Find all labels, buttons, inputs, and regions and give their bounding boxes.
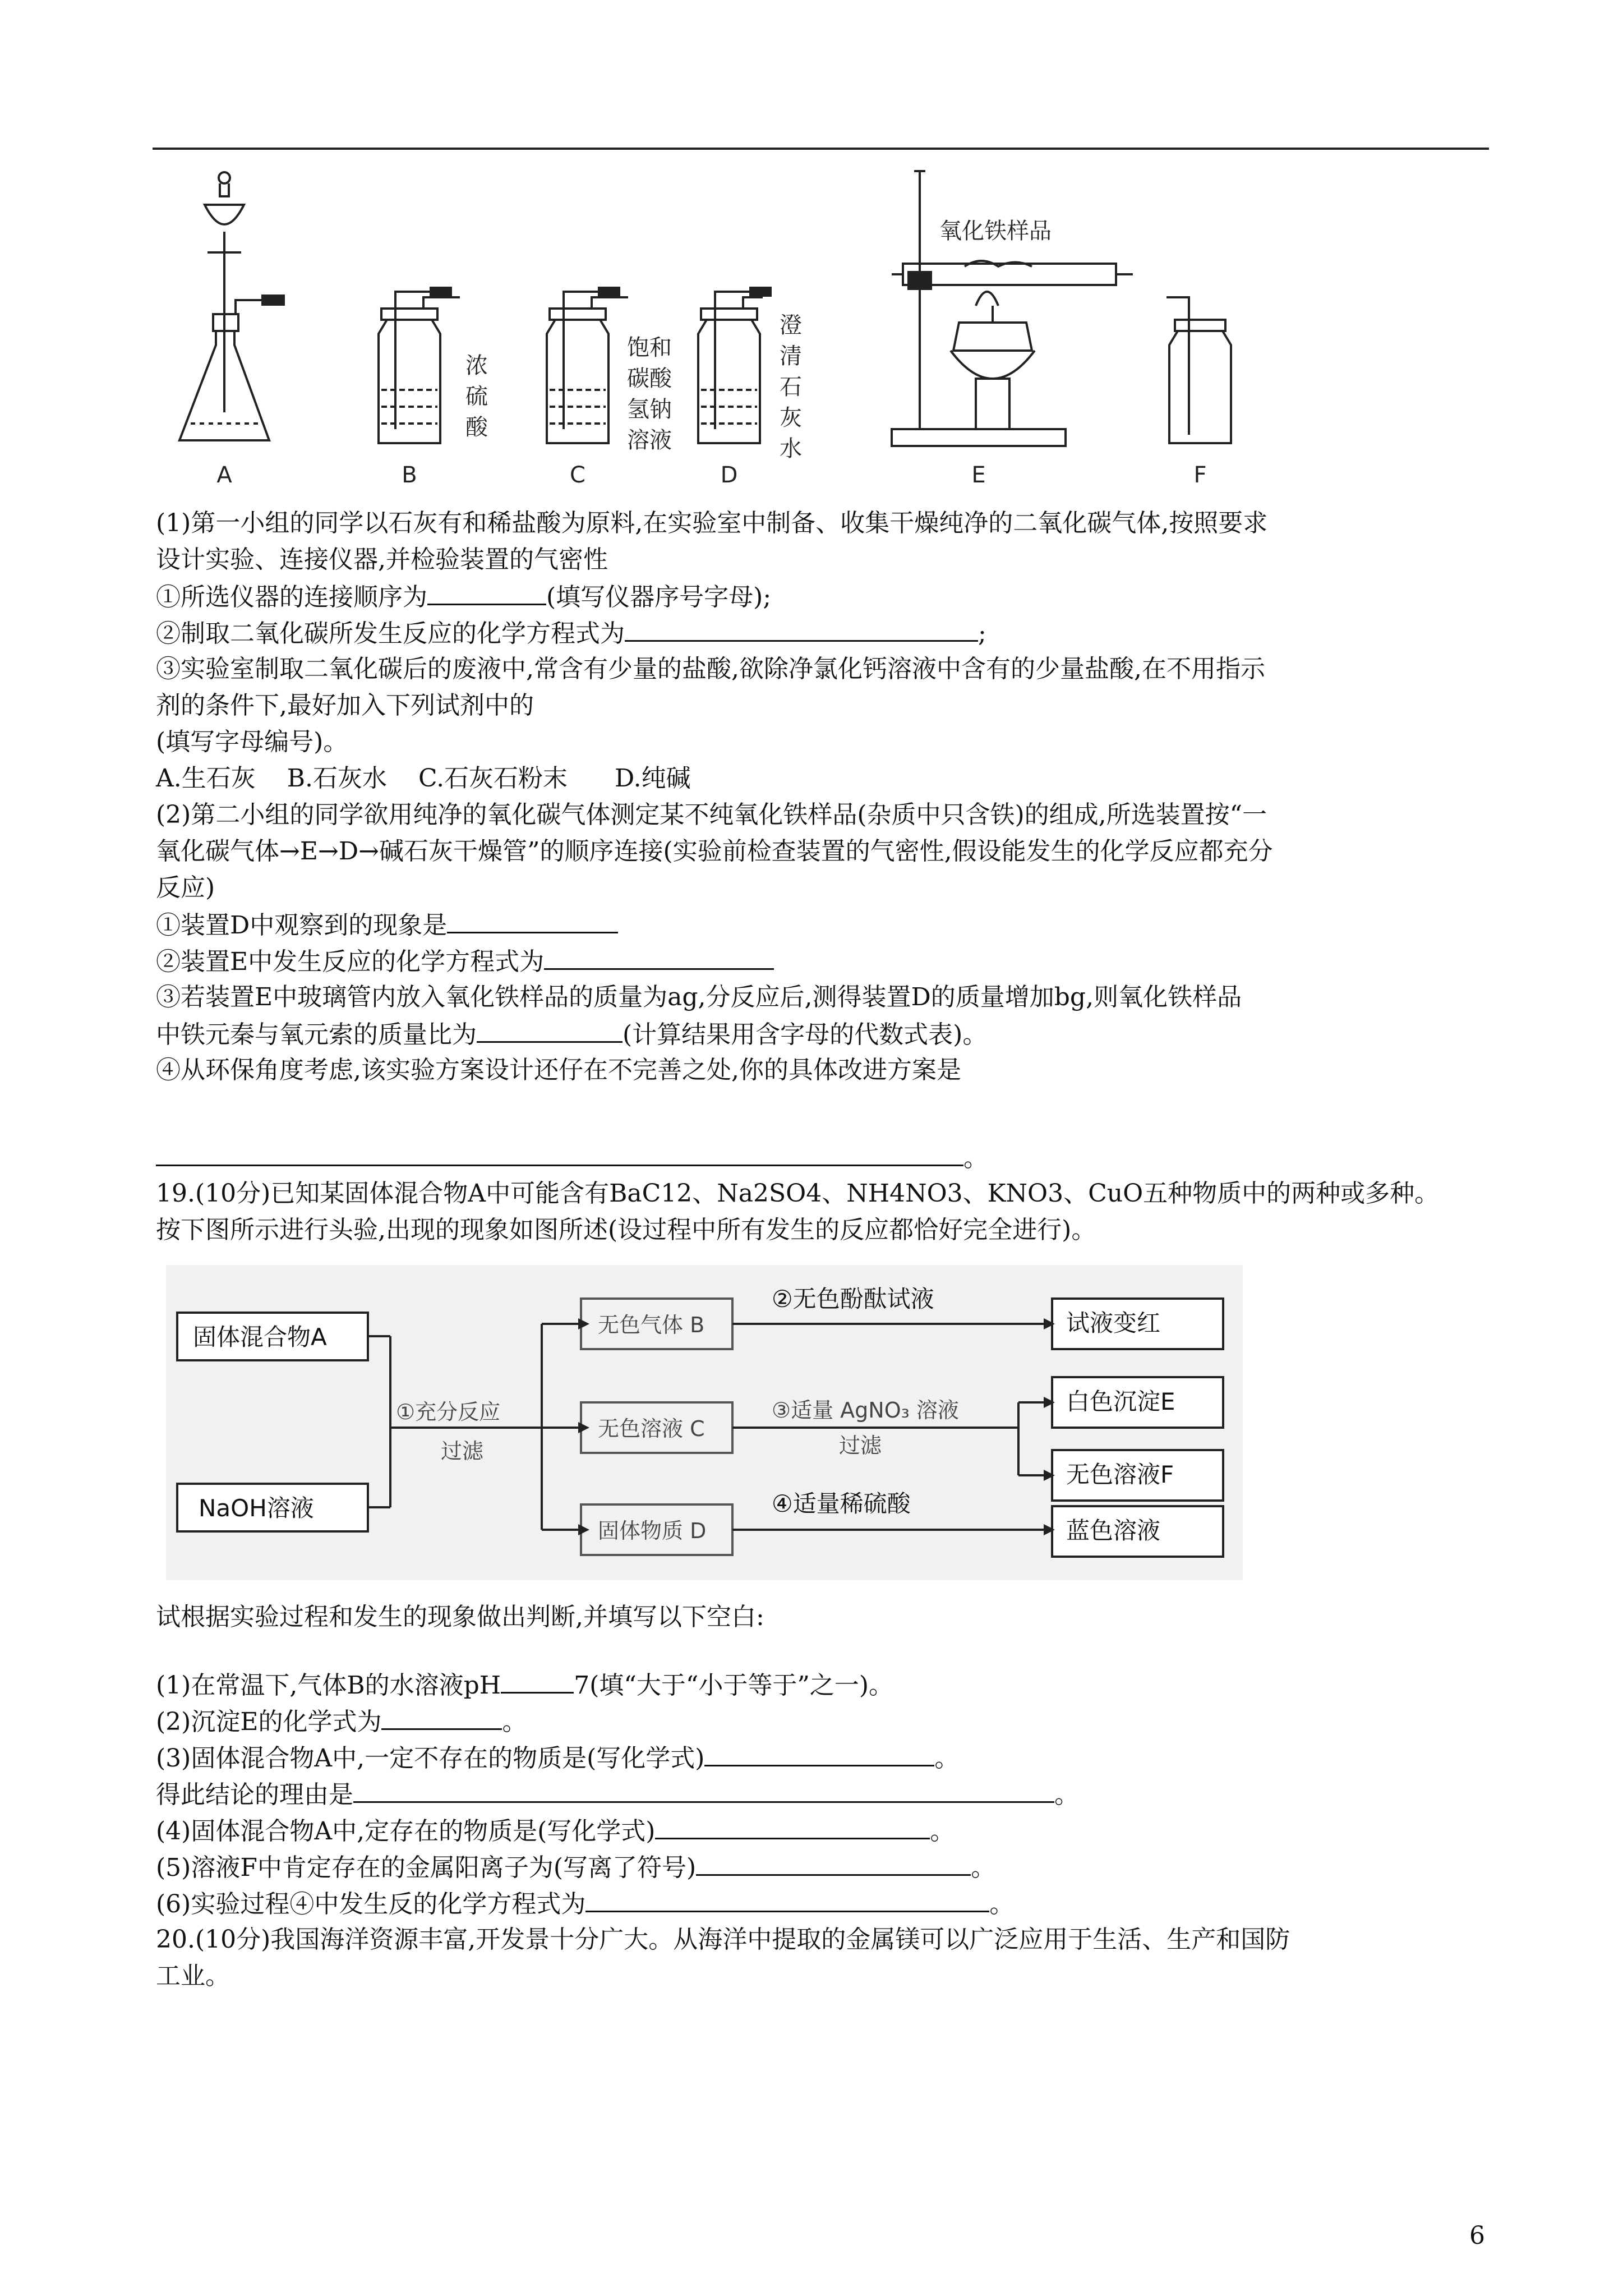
answer-blank[interactable] [655, 1812, 930, 1839]
q18-p1-3: ③实验室制取二氧化碳后的废液中,常含有少量的盐酸,欲除净氯化钙溶液中含有的少量盐酸,在不用指示 [156, 655, 1265, 683]
label-e: E [971, 462, 986, 488]
flow-step4: ④适量稀硫酸 [772, 1490, 911, 1517]
q18-p1-3b: 剂的条件下,最好加入下列试剂中的 [156, 691, 534, 720]
q18-p2-3c: (计算结果用含字母的代数式表)。 [623, 1020, 988, 1049]
apparatus-c [547, 288, 628, 443]
reagent-d-4: 灰 [780, 405, 802, 431]
reagent-d-2: 清 [780, 343, 802, 369]
q19-s4 [156, 1812, 955, 1849]
q18-p1: (1)第一小组的同学以石灰有和稀盐酸为原料,在实验室中制备、收集干燥纯净的二氧化碳气体,按照要求 [156, 509, 1268, 537]
q19-s5-end: 。 [971, 1853, 996, 1882]
apparatus-b [379, 288, 460, 443]
q18-p2-3b-text: 中铁元秦与氧元索的质量比为 [156, 1020, 477, 1049]
q19-s5-text: (5)溶液F中肯定存在的金属阳离子为(写离了符号) [156, 1853, 697, 1882]
reagent-c-1: 饱和 [627, 335, 672, 361]
q20-l1: 20.(10分)我国海洋资源丰富,开发景十分广大。从海洋中提取的金属镁可以广泛应用于生活、生产和国防 [156, 1925, 1290, 1954]
reagent-c-2: 碳酸 [627, 366, 672, 392]
flow-step3-a: ③适量 AgNO₃ 溶液 [772, 1398, 959, 1423]
q18-p2-3: ③若装置E中玻璃管内放入氧化铁样品的质量为ag,分反应后,测得装置D的质量增加bg,则氧化铁样品 [156, 983, 1242, 1011]
reagent-d-1: 澄 [780, 312, 802, 338]
flow-naoh: NaOH溶液 [199, 1494, 314, 1522]
q18-p1-1 [156, 578, 771, 615]
q19-s3b-end: 。 [1054, 1780, 1079, 1809]
q18-p1b: 设计实验、连接仪器,并检验装置的气密性 [156, 545, 608, 574]
answer-blank[interactable] [477, 1015, 623, 1043]
answer-blank[interactable] [625, 614, 978, 642]
q18-p1-2-end: ; [978, 619, 986, 648]
label-a: A [216, 462, 232, 488]
reagent-d-5: 水 [780, 436, 802, 462]
q19-s3b-text: 得此结论的理由是 [156, 1780, 353, 1809]
flow-res-blue: 蓝色溶液 [1066, 1517, 1161, 1544]
q18-p2-1 [156, 906, 618, 944]
q18-p1-1-text: ①所选仪器的连接顺序为 [156, 583, 427, 611]
reagent-c-3: 氢钠 [627, 397, 672, 422]
q19-s5 [156, 1848, 995, 1886]
flow-solid-a: 固体混合物A [193, 1323, 327, 1351]
q19-stem1: 19.(10分)已知某固体混合物A中可能含有BaC12、Na2SO4、NH4NO3、KNO3、CuO五种物质中的两种或多种。 [156, 1179, 1440, 1208]
q18-p2-2-text: ②装置E中发生反应的化学方程式为 [156, 947, 545, 976]
q18-p2b: 氧化碳气体→E→D→碱石灰干燥管”的顺序连接(实验前检查装置的气密性,假设能发生的化学反应都充分 [156, 837, 1273, 866]
q18-options: A.生石灰 B.石灰水 C.石灰石粉末 D.纯碱 [156, 764, 691, 793]
q19-s1 [156, 1666, 893, 1704]
answer-blank[interactable] [381, 1703, 502, 1730]
flow-step1-a: ①充分反应 [396, 1400, 501, 1424]
label-f: F [1193, 462, 1207, 488]
flow-res-e: 白色沉淀E [1066, 1388, 1175, 1415]
flow-sol-c: 无色溶液 C [598, 1416, 705, 1441]
label-c: C [570, 462, 585, 488]
flow-res-red: 试液变红 [1066, 1309, 1161, 1337]
q18-p2-4-answer [156, 1139, 988, 1176]
q19-instr: 试根据实验过程和发生的现象做出判断,并填写以下空白: [156, 1603, 764, 1631]
answer-blank[interactable] [427, 578, 546, 605]
q18-p2c: 反应) [156, 873, 215, 902]
answer-blank[interactable] [501, 1666, 574, 1694]
q19-s2-text: (2)沉淀E的化学式为 [156, 1708, 382, 1736]
page-number: 6 [1469, 2221, 1485, 2250]
flow-step2: ②无色酚酞试液 [772, 1285, 934, 1313]
flow-res-f: 无色溶液F [1066, 1461, 1174, 1488]
q19-s2 [156, 1703, 527, 1740]
flow-solid-d: 固体物质 D [598, 1519, 707, 1543]
q18-p2-2 [156, 942, 774, 980]
reagent-b-2: 硫 [465, 384, 488, 409]
reagent-c-4: 溶液 [627, 427, 672, 453]
q19-s6 [156, 1885, 1014, 1922]
label-b: B [402, 462, 417, 488]
q18-p2-4: ④从环保角度考虑,该实验方案设计还仔在不完善之处,你的具体改进方案是 [156, 1056, 961, 1084]
apparatus-f [1166, 297, 1231, 443]
apparatus-a [179, 172, 284, 440]
reagent-d-3: 石 [780, 374, 802, 400]
q19-s6-text: (6)实验过程④中发生反的化学方程式为 [156, 1890, 586, 1918]
header-rule [153, 148, 1489, 150]
flow-step3-b: 过滤 [839, 1433, 882, 1458]
answer-blank[interactable] [156, 1139, 963, 1166]
answer-blank[interactable] [696, 1848, 971, 1876]
q18-p2-3b [156, 1015, 987, 1053]
q19-s6-end: 。 [989, 1890, 1015, 1918]
apparatus-figure [168, 165, 1290, 496]
q20-l2: 工业。 [156, 1962, 230, 1990]
q19-s3 [156, 1739, 959, 1777]
q19-s3-text: (3)固体混合物A中,一定不存在的物质是(写化学式) [156, 1744, 705, 1773]
q19-s4-end: 。 [930, 1817, 955, 1846]
reagent-b-1: 浓 [465, 353, 488, 379]
q18-p2-1-text: ①装置D中观察到的现象是 [156, 911, 448, 940]
q18-p1-2 [156, 614, 986, 652]
q19-s3b [156, 1775, 1079, 1813]
apparatus-d [698, 288, 771, 443]
flow-gas-b: 无色气体 B [598, 1313, 705, 1337]
q19-s3-end: 。 [934, 1744, 960, 1773]
answer-blank[interactable] [353, 1775, 1054, 1803]
q19-s1-text: (1)在常温下,气体B的水溶液pH [156, 1671, 501, 1700]
reagent-b-3: 酸 [465, 415, 488, 440]
q19-s2-end: 。 [502, 1708, 527, 1736]
apparatus-e [892, 171, 1133, 446]
q18-p2: (2)第二小组的同学欲用纯净的氧化碳气体测定某不纯氧化铁样品(杂质中只含铁)的组成,所选装置按“一 [156, 800, 1267, 829]
label-d: D [720, 462, 738, 488]
answer-blank[interactable] [447, 906, 618, 933]
flow-step1-b: 过滤 [441, 1439, 484, 1464]
q19-s1-end: 7(填“大于“小于等于”之一)。 [574, 1671, 893, 1700]
answer-blank[interactable] [585, 1885, 989, 1912]
q19-stem2: 按下图所示进行头验,出现的现象如图所述(设过程中所有发生的反应都恰好完全进行)。 [156, 1216, 1096, 1244]
q18-p1-2-text: ②制取二氧化碳所发生反应的化学方程式为 [156, 619, 625, 648]
flowchart [166, 1265, 1243, 1580]
answer-blank[interactable] [704, 1739, 934, 1766]
q19-s4-text: (4)固体混合物A中,定存在的物质是(写化学式) [156, 1817, 656, 1846]
q18-p1-3c: (填写字母编号)。 [156, 728, 348, 756]
q18-p2-4-end: 。 [963, 1144, 988, 1172]
answer-blank[interactable] [544, 942, 774, 970]
q18-p1-1-end: (填写仪器序号字母); [546, 583, 772, 611]
sample-label: 氧化铁样品 [939, 218, 1052, 244]
